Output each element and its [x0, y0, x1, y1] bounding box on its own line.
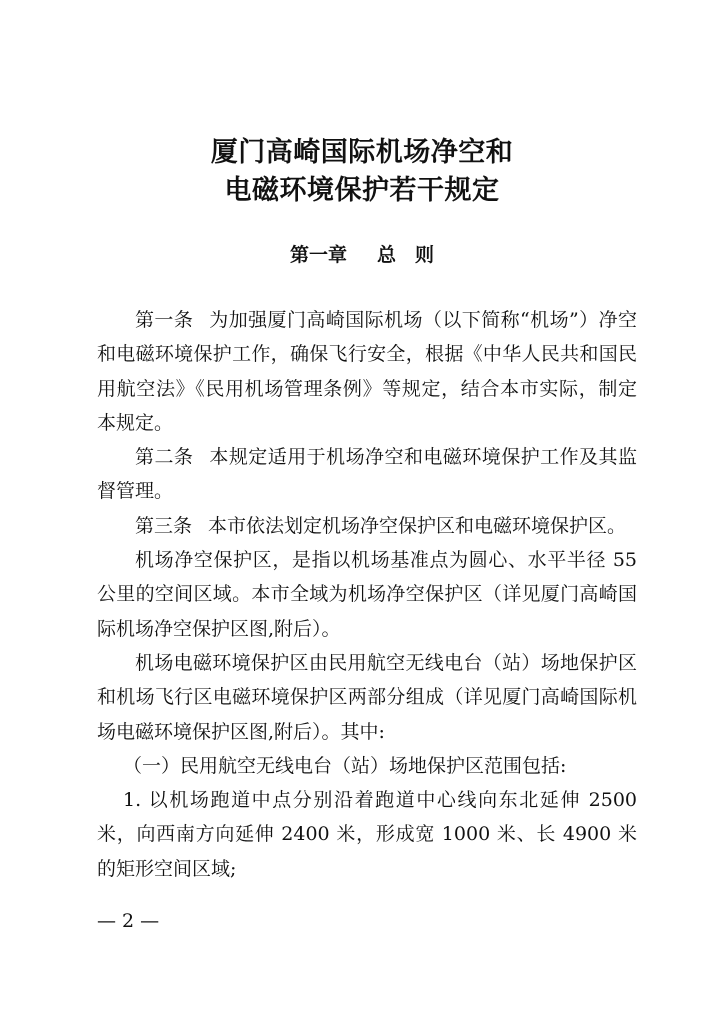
document-title-line-1: 厦门高崎国际机场净空和: [210, 137, 514, 168]
article-label: 第二条: [135, 446, 194, 469]
chapter-heading: [0, 240, 724, 267]
document-title-line-2: 电磁环境保护若干规定: [224, 175, 500, 206]
article-text: 本市依法划定机场净空保护区和电磁环境保护区。: [208, 514, 627, 537]
article-text: 本规定适用于机场净空和电磁环境保护工作及其监督管理。: [97, 446, 637, 503]
chapter-number: 第一章: [289, 244, 347, 266]
page-number: — 2 —: [97, 910, 160, 932]
article-3: [97, 509, 637, 543]
paragraph-clearance-zone: 机场净空保护区，是指以机场基准点为圆心、水平半径 55 公里的空间区域。本市全域为机场净空保护区（详见厦门高崎国际机场净空保护区图,附后）。: [97, 549, 637, 640]
document-body: [97, 303, 637, 886]
chapter-name: 总 则: [377, 244, 435, 266]
paragraph-em-zone: 机场电磁环境保护区由民用航空无线电台（站）场地保护区和机场飞行区电磁环境保护区两部分组成（详见厦门高崎国际机场电磁环境保护区图,附后）。其中:: [97, 651, 637, 743]
article-text: 为加强厦门高崎国际机场（以下简称“机场”）净空和电磁环境保护工作，确保飞行安全，根据《中华人民共和国民用航空法》《民用机场管理条例》等规定，结合本市实际，制定本规定。: [97, 309, 637, 434]
article-label: 第一条: [135, 309, 194, 331]
list-item-1: 1. 以机场跑道中点分别沿着跑道中心线向东北延伸 2500 米，向西南方向延伸 2400 米，形成宽 1000 米、长 4900 米的矩形空间区域;: [97, 789, 637, 880]
article-1: [97, 303, 637, 440]
sub-heading: （一）民用航空无线电台（站）场地保护区范围包括:: [123, 754, 567, 777]
article-label: 第三条: [135, 514, 193, 537]
article-2: [97, 440, 637, 509]
